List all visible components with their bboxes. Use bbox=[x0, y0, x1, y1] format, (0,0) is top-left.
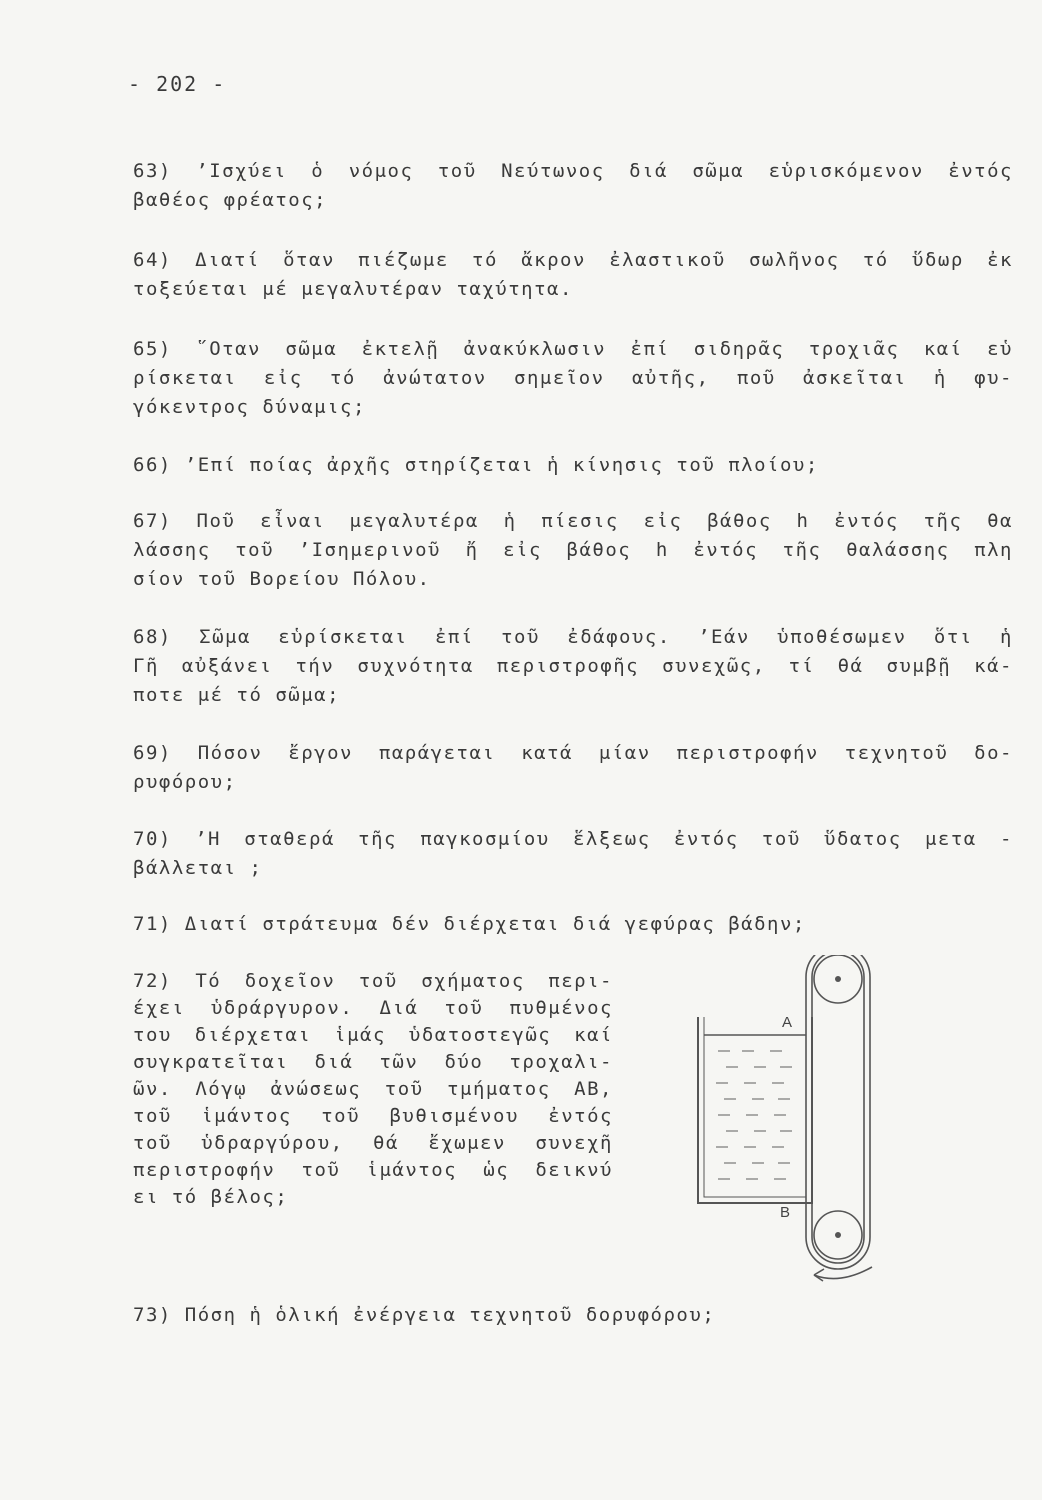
question-line: 71) Διατί στράτευμα δέν διέρχεται διά γεφύρας βάδην; bbox=[133, 913, 806, 935]
question-line: ει τό βέλος; bbox=[133, 1186, 289, 1208]
question-line: βαθέος φρέατος; bbox=[133, 189, 328, 211]
question-line: 68) Σῶμα εὑρίσκεται ἐπί τοῦ ἐδάφους. ’Εάν ὑποθέσωμεν ὅτι ἡ bbox=[133, 626, 1013, 648]
question-line: βάλλεται ; bbox=[133, 857, 263, 879]
figure-drawing bbox=[690, 955, 890, 1295]
question-line: 64) Διατί ὅταν πιέζωμε τό ἄκρον ἐλαστικοῦ σωλῆνος τό ὕδωρ ἐκ bbox=[133, 249, 1013, 271]
question-line: 66) ’Επί ποίας ἀρχῆς στηρίζεται ἡ κίνησις τοῦ πλοίου; bbox=[133, 454, 819, 476]
question-line: 67) Ποῦ εἶναι μεγαλυτέρα ἡ πίεσις εἰς βάθος h ἐντός τῆς θα bbox=[133, 510, 1013, 532]
question-line: Γῆ αὐξάνει τήν συχνότητα περιστροφῆς συνεχῶς, τί θά συμβῇ κά- bbox=[133, 655, 1013, 677]
top-pulley bbox=[814, 955, 862, 1003]
mercury-container-figure bbox=[690, 955, 890, 1295]
question-line: έχει ὑδράργυρον. Διά τοῦ πυθμένος bbox=[133, 997, 613, 1019]
question-line: ρίσκεται εἰς τό ἀνώτατον σημεῖον αὐτῆς, ποῦ ἀσκεῖται ἡ φυ- bbox=[133, 367, 1013, 389]
mercury bbox=[704, 1035, 806, 1179]
question-line: τοξεύεται μέ μεγαλυτέραν ταχύτητα. bbox=[133, 278, 573, 300]
question-line: περιστροφήν τοῦ ἱμάντος ὡς δεικνύ bbox=[133, 1159, 613, 1181]
question-line: λάσσης τοῦ ’Ισημερινοῦ ἤ εἰς βάθος h ἐντός τῆς θαλάσσης πλη bbox=[133, 539, 1013, 561]
label-a: A bbox=[782, 1014, 793, 1031]
question-line: ποτε μέ τό σῶμα; bbox=[133, 684, 341, 706]
question-line: 69) Πόσον ἔργον παράγεται κατά μίαν περιστροφήν τεχνητοῦ δο- bbox=[133, 742, 1013, 764]
question-line: 73) Πόση ἡ ὁλική ἐνέργεια τεχνητοῦ δορυφόρου; bbox=[133, 1304, 716, 1326]
label-b: B bbox=[780, 1204, 791, 1221]
question-line: σίον τοῦ Βορείου Πόλου. bbox=[133, 568, 431, 590]
question-line: συγκρατεῖται διά τῶν δύο τροχαλι- bbox=[133, 1051, 613, 1073]
question-line: τοῦ ὑδραργύρου, θά ἔχωμεν συνεχῆ bbox=[133, 1132, 613, 1154]
belt bbox=[806, 955, 870, 1269]
question-line: 65) ῞Οταν σῶμα ἐκτελῇ ἀνακύκλωσιν ἐπί σιδηρᾶς τροχιᾶς καί εὑ bbox=[133, 338, 1013, 360]
container bbox=[698, 1017, 812, 1203]
question-line: γόκεντρος δύναμις; bbox=[133, 396, 366, 418]
page-number: - 202 - bbox=[128, 72, 227, 96]
question-line: 72) Τό δοχεῖον τοῦ σχήματος περι- bbox=[133, 970, 613, 992]
question-line: τοῦ ἱμάντος τοῦ βυθισμένου ἐντός bbox=[133, 1105, 613, 1127]
question-line: του διέρχεται ἱμάς ὑδατοστεγῶς καί bbox=[133, 1024, 613, 1046]
question-line: ῶν. Λόγῳ ἀνώσεως τοῦ τμήματος ΑΒ, bbox=[133, 1078, 613, 1100]
bottom-pulley bbox=[814, 1211, 862, 1259]
question-line: 70) ’Η σταθερά τῆς παγκοσμίου ἕλξεως ἐντός τοῦ ὕδατος μετα - bbox=[133, 828, 1013, 850]
question-line: ρυφόρου; bbox=[133, 771, 237, 793]
question-line: 63) ’Ισχύει ὁ νόμος τοῦ Νεύτωνος διά σῶμα εὑρισκόμενον ἐντός bbox=[133, 160, 1013, 182]
